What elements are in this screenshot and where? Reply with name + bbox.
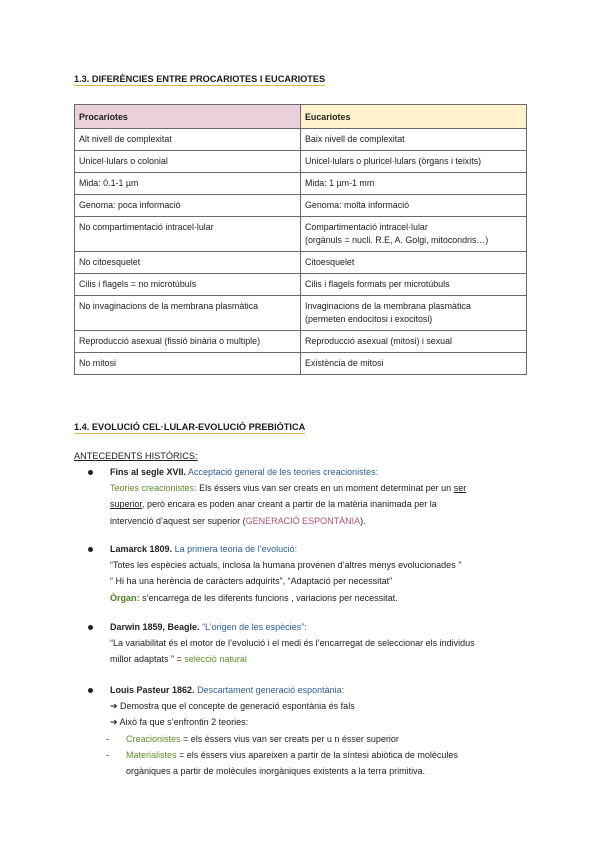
section-heading-1-4 (74, 422, 305, 432)
bullet-title-line (88, 464, 538, 480)
bullet-title-line (88, 541, 538, 557)
cell-pro: Genoma: poca informació (75, 195, 301, 217)
cell-euk-line2: (permeten endocitosi i exocitosi) (305, 314, 433, 324)
body-line (88, 590, 538, 606)
table-row (75, 151, 527, 173)
comparison-table (74, 104, 527, 375)
cell-euk: Unicel·lulars o pluricel·lulars (òrgans i teixits) (301, 151, 527, 173)
heading-text: 1.4. EVOLUCIÓ CEL·LULAR-EVOLUCIÓ PREBIÒTICA (74, 422, 306, 432)
dash-marker: - (106, 749, 109, 760)
bullet-title: Lamarck 1809. (110, 544, 173, 554)
underlined-text: superior (110, 499, 143, 510)
bullet-title-line (88, 682, 538, 698)
text: = els éssers vius apareixen a partir de la síntesi abiòtica de molècules (176, 749, 458, 760)
cell-euk-line2: (orgànuls = nucli. R.E, A. Golgi, mitocondris…) (305, 235, 489, 245)
bullet-dot (88, 625, 93, 630)
bullet-dot (88, 470, 93, 475)
generacio-espontania: GENERACIÓ ESPONTÀNIA (245, 515, 361, 526)
arrow-item: ➔ Això fa que s’enfrontin 2 teories: (110, 717, 249, 728)
cell-euk: Baix nivell de complexitat (301, 129, 527, 151)
text: millor adaptats ” = (110, 654, 182, 665)
table-row (75, 353, 527, 375)
cell-euk-line1: Invaginacions de la membrana plasmàtica (305, 301, 471, 311)
text: ). (360, 515, 366, 526)
bullet-subtitle: “L’origen de les espècies”: (202, 622, 307, 632)
table-row (75, 217, 527, 252)
bullet-dot (88, 688, 93, 693)
bullet-creacionistes (88, 464, 538, 529)
table-row (75, 296, 527, 331)
heading-text: 1.3. DIFERÈNCIES ENTRE PROCARIOTES I EUCARIOTES (74, 74, 326, 84)
quote-line: “ Hi ha una herència de caràcters adquirits”, “Adaptació per necessitat” (110, 576, 393, 587)
bullet-title: Fins al segle XVII. (110, 467, 187, 477)
text: Els éssers vius van ser creats en un moment determinat per un (199, 483, 452, 494)
text: s’encarrega de les diferents funcions , variacions per necessitat. (142, 592, 398, 603)
dash-marker: - (106, 733, 109, 744)
term: Òrgan: (110, 592, 140, 603)
cell-pro: Cilis i flagels = no microtúbuls (75, 274, 301, 296)
bullet-title-line (88, 619, 538, 635)
cell-euk-line1: Compartimentació intracel·lular (305, 222, 428, 232)
cell-euk (301, 296, 527, 331)
cell-pro: Unicel·lulars o colonial (75, 151, 301, 173)
quote-line: “Totes les espècies actuals, inclosa la humana provenen d’altres menys evolucionades ” (110, 560, 462, 571)
bullet-title: Darwin 1859, Beagle. (110, 622, 200, 632)
bullet-subtitle: Acceptació general de les teories creacionistes: (188, 467, 379, 477)
cell-euk: Genoma: molta informació (301, 195, 527, 217)
table-row (75, 173, 527, 195)
dash-item-materialistes (88, 747, 538, 763)
bullet-subtitle: La primera teoria de l’evolució: (174, 544, 298, 554)
seleccio-natural: selecció natural (184, 654, 247, 665)
table-row (75, 274, 527, 296)
cell-pro: Alt nivell de complexitat (75, 129, 301, 151)
body-line (88, 496, 538, 512)
table-row (75, 252, 527, 274)
text: intervenció d’aquest ser superior ( (110, 515, 246, 526)
cell-euk: Reproducció asexual (mitosi) i sexual (301, 331, 527, 353)
cell-pro: No citoesquelet (75, 252, 301, 274)
body-line (88, 480, 538, 496)
cell-euk: Cilis i flagels formats per microtúbuls (301, 274, 527, 296)
arrow-item: ➔ Demostra que el concepte de generació espontània és fals (110, 701, 355, 712)
cell-pro: No compartimentació intracel·lular (75, 217, 301, 252)
body-line (88, 513, 538, 529)
antecedents-heading: ANTECEDENTS HISTÒRICS: (74, 451, 198, 461)
cell-pro: Mida: 0.1-1 µm (75, 173, 301, 195)
cell-euk: Existència de mitosi (301, 353, 527, 375)
cell-pro: No mitosi (75, 353, 301, 375)
underlined-text: ser (453, 483, 467, 494)
table-row (75, 129, 527, 151)
bullet-dot (88, 547, 93, 552)
bullet-subtitle: Descartament generació espontània: (197, 685, 345, 695)
text: = els éssers vius van ser creats per u n ésser superior (180, 733, 399, 744)
term: Teories creacionistes: (110, 483, 197, 494)
header-procariotes: Procariotes (75, 105, 301, 129)
cell-euk (301, 217, 527, 252)
table-row (75, 195, 527, 217)
section-heading-1-3 (74, 74, 325, 84)
quote-line (88, 651, 538, 667)
bullet-title: Louis Pasteur 1862. (110, 685, 195, 695)
cell-pro: Reproducció asexual (fissió binària o multiple) (75, 331, 301, 353)
text: , però encara es poden anar creant a partir de la matèria inanimada per la (142, 499, 437, 510)
term: Materialistes (126, 749, 177, 760)
cell-euk: Mida: 1 µm-1 mm (301, 173, 527, 195)
dash-item-continuation: orgàniques a partir de molècules inorgàniques existents a la terra primitiva. (126, 766, 426, 777)
dash-item-creacionistes (88, 731, 538, 747)
bullet-lamarck (88, 541, 538, 606)
term: Creacionistes (126, 733, 181, 744)
bullet-darwin (88, 619, 538, 668)
table-header-row (75, 105, 527, 129)
cell-pro: No invaginacions de la membrana plasmàtica (75, 296, 301, 331)
bullet-pasteur (88, 682, 538, 779)
header-eucariotes: Eucariotes (301, 105, 527, 129)
cell-euk: Citoesquelet (301, 252, 527, 274)
table-row (75, 331, 527, 353)
quote-line: “La variabilitat és el motor de l’evolució i el medi és l’encarregat de seleccionar els individus (110, 638, 475, 649)
